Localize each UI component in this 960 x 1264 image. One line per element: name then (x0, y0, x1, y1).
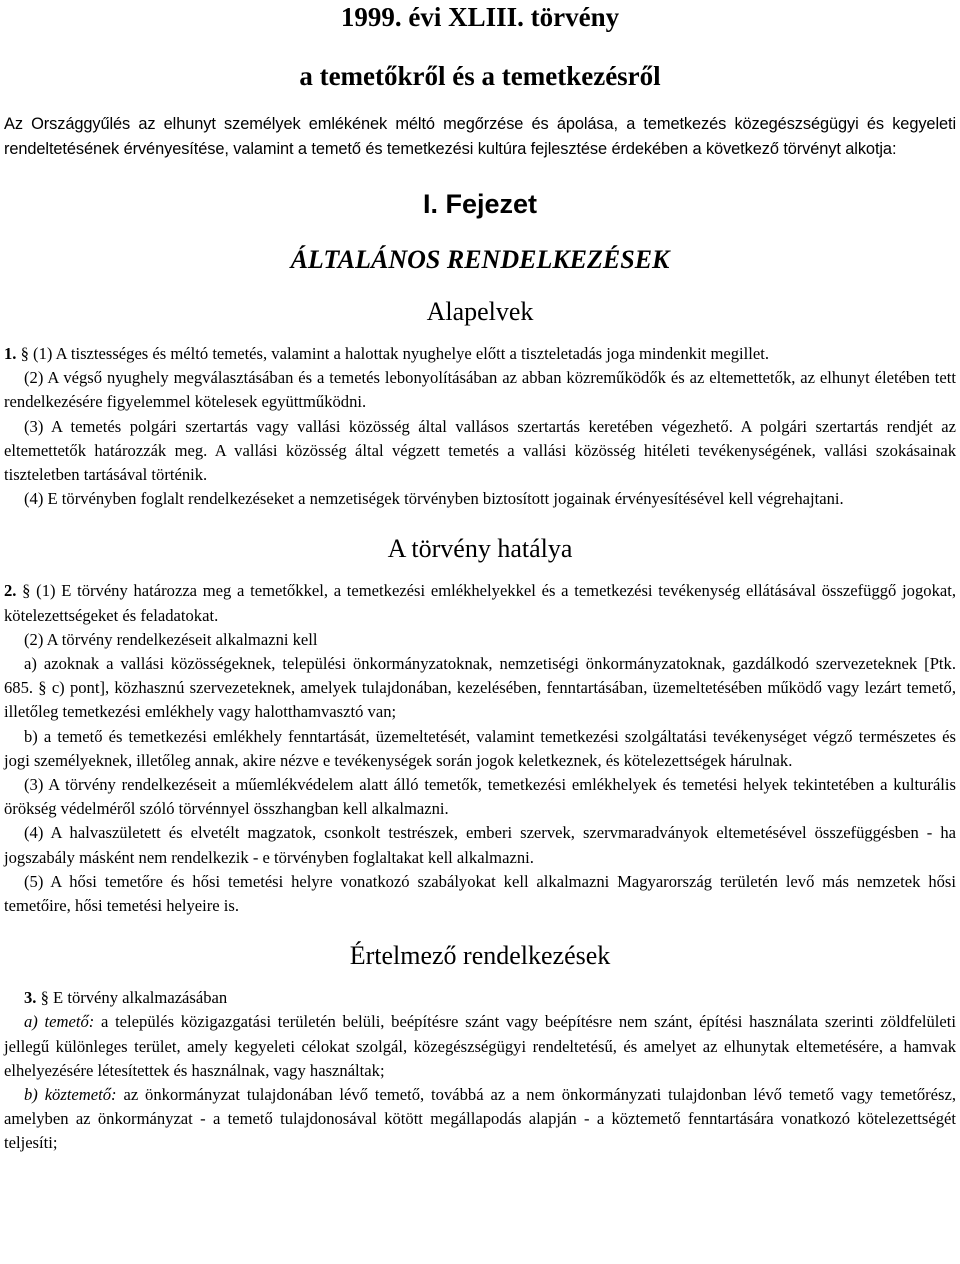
section-2-para-4: (4) A halvaszületett és elvetélt magzatok, csonkolt testrészek, emberi szervek, szervmaradványok eltemetésével összefüggésben - ha jogszabály másként nem rendelkezik - e törvényben foglaltakat kell alkalmazni. (4, 823, 956, 867)
term-definition: az önkormányzat tulajdonában lévő temető, továbbá az a nem önkormányzati tulajdonban lévő temető vagy temetőrész, amelyben az önkormányzat - a temető tulajdonosával kötött megállapodás alapján - a köztemető fenntartására vonatkozó kötelezettségét teljesíti; (4, 1085, 956, 1153)
section-2-para-1 (4, 579, 956, 627)
section-number: 2. (4, 581, 17, 601)
section-number: 3. (24, 988, 37, 1008)
section-2-para-2: (2) A törvény rendelkezéseit alkalmazni kell (24, 629, 318, 649)
term-label: a) temető: (24, 1012, 95, 1032)
law-title: 1999. évi XLIII. törvény (340, 2, 620, 32)
section-number: 1. (4, 344, 17, 363)
section-3-intro (4, 986, 956, 1010)
paragraph-text: § (1) E törvény határozza meg a temetőkkel, a temetkezési emlékhelyekkel és a temetkezési tevékenység ellátásával összefüggő jogokat, kötelezettségeket és feladatokat. (4, 581, 956, 625)
preamble: Az Országgyűlés az elhunyt személyek emlékének méltó megőrzése és ápolása, a temetkezés közegészségügyi és kegyeleti rendeltetésének érvényesítése, valamint a temető és temetkezési kultúra fejlesztése érdekében a következő törvényt alkotja: (4, 115, 956, 158)
term-label: b) köztemető: (24, 1085, 117, 1105)
section-heading-alapelvek: Alapelvek (426, 297, 534, 326)
section-2-para-5: (5) A hősi temetőre és hősi temetési helyre vonatkozó szabályokat kell alkalmazni Magyarország területén levő más nemzetek hősi temetőire, hősi temetési helyeire is. (4, 871, 956, 916)
section-2-para-3: (3) A törvény rendelkezéseit a műemlékvédelem alatt álló temetők, temetkezési emlékhelyek és temetési helyek tekintetében a kulturális örökség védelméről szóló törvénnyel összhangban kell alkalmazni. (4, 775, 956, 819)
section-1-para-4: (4) E törvényben foglalt rendelkezéseket a nemzetiségek törvényben biztosított jogainak érvényesítésével kell végrehajtani. (24, 489, 844, 509)
section-2-point-a: a) azoknak a vallási közösségeknek, települési önkormányzatoknak, nemzetiségi önkormányzatoknak, gazdálkodó szervezeteknek [Ptk. 685. § c) pont], közhasznú szervezeteknek, amelyek tulajdonában, kezelésében, fenntartásában, üzemeltetésében működő vagy lezárt temető, illetőleg temetkezési emlékhely vagy halotthamvasztó van; (4, 654, 956, 722)
section-1-para-1 (4, 342, 956, 366)
section-2-point-b: b) a temető és temetkezési emlékhely fenntartását, üzemeltetését, valamint temetkezési szolgáltatási tevékenységet végző természetes és jogi személyeknek, illetőleg annak, akire nézve e tevékenységek során jogok keletkeznek, és kötelezettségek hárulnak. (4, 726, 956, 770)
section-1-para-2: (2) A végső nyughely megválasztásában és a temetés lebonyolításában az abban közreműködők és az eltemettetők, az elhunyt életében tett rendelkezésére figyelemmel kötelesek együttműködni. (4, 368, 956, 412)
section-1-para-3: (3) A temetés polgári szertartás vagy vallási közösség által vallásos szertartás keretében végezhető. A polgári szertartás rendjét az eltemettetők határozzák meg. A vallási közösség által végzett temetés a vallási közösség hitéleti tevékenységének, vallási szokásainak tiszteletben tartásával történik. (4, 416, 956, 485)
section-3-point-b (4, 1083, 956, 1156)
chapter-number: I. Fejezet (422, 189, 538, 219)
paragraph-text: § E törvény alkalmazásában (36, 988, 228, 1008)
chapter-title: ÁLTALÁNOS RENDELKEZÉSEK (290, 245, 670, 274)
section-heading-hatalya: A törvény hatálya (387, 534, 573, 564)
section-heading-ertelmezo: Értelmező rendelkezések (349, 941, 611, 971)
section-3-point-a (4, 1010, 956, 1083)
term-definition: a település közigazgatási területén belüli, beépítésre szánt vagy beépítésre nem szánt, építési használata szerinti zöldfelületi jellegű különleges terület, amely kegyeleti célokat szolgál, közegészségügyi rendeltetésű, és amelyet az elhunytak eltemetésére, a hamvak elhelyezésére létesítettek és használnak, vagy használtak; (4, 1012, 956, 1080)
paragraph-text: § (1) A tisztességes és méltó temetés, valamint a halottak nyughelye előtt a tiszteletadás joga mindenkit megillet. (16, 344, 769, 363)
law-subtitle: a temetőkről és a temetkezésről (299, 61, 661, 91)
